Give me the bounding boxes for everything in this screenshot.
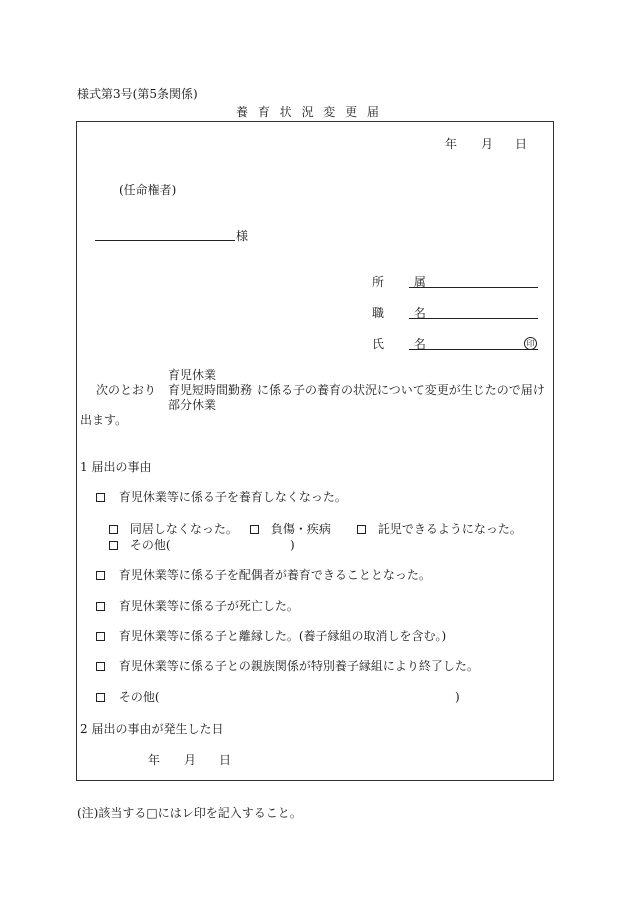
appointer-label: (任命権者) [119,183,177,197]
form-title: 養 育 状 況 変 更 届 [236,105,382,119]
affiliation-label: 所 属 [372,275,439,289]
position-label: 職 名 [372,306,439,320]
reason1-checkbox[interactable] [96,493,105,502]
date-day: 日 [515,137,528,151]
footnote: (注)該当する□にはレ印を記入すること。 [77,806,302,820]
reason4-label: 育児休業等に係る子と離縁した。(養子縁組の取消しを含む。) [118,629,447,643]
position-field[interactable] [409,318,538,319]
injury-checkbox[interactable] [250,525,259,534]
intro-option-partial-leave: 部分休業 [168,398,217,412]
date-year: 年 [445,137,458,151]
reason6-close: ) [455,690,460,704]
injury-label: 負傷・疾病 [270,522,331,536]
intro-option-childcare-leave: 育児休業 [168,368,217,382]
intro-suffix: に係る子の養育の状況について変更が生じたので届け [257,383,545,397]
reason6-label: その他( [118,690,160,704]
section2-heading: 2 届出の事由が発生した日 [80,722,224,736]
reason2-checkbox[interactable] [96,571,105,580]
name-field[interactable] [409,349,538,350]
daycare-checkbox[interactable] [357,525,366,534]
addressee-suffix: 様 [236,229,249,243]
occurrence-year: 年 [148,753,161,767]
cohabit-checkbox[interactable] [109,525,118,534]
reason6-checkbox[interactable] [96,693,105,702]
intro-option-short-hours: 育児短時間勤務 [168,383,253,397]
sub-other-close: ) [290,538,295,552]
intro-continuation: 出ます。 [80,413,128,427]
reason5-label: 育児休業等に係る子との親族関係が特別養子縁組により終了した。 [118,659,479,673]
affiliation-field[interactable] [409,287,538,288]
sub-other-label: その他( [129,538,171,552]
form-frame [76,121,554,781]
seal-mark: 印 [524,337,537,350]
section1-heading: 1 届出の事由 [80,460,152,474]
reason5-checkbox[interactable] [96,662,105,671]
daycare-label: 託児できるようになった。 [377,522,522,536]
occurrence-day: 日 [219,753,232,767]
reason3-checkbox[interactable] [96,602,105,611]
addressee-field[interactable] [95,240,235,241]
reason2-label: 育児休業等に係る子を配偶者が養育できることとなった。 [118,568,431,582]
cohabit-label: 同居しなくなった。 [129,522,238,536]
form-number: 様式第3号(第5条関係) [77,87,198,101]
reason1-label: 育児休業等に係る子を養育しなくなった。 [118,490,347,504]
sub-other-checkbox[interactable] [109,541,118,550]
date-month: 月 [481,137,494,151]
occurrence-month: 月 [184,753,197,767]
reason4-checkbox[interactable] [96,632,105,641]
name-label: 氏 名 [372,337,439,351]
intro-prefix: 次のとおり [96,383,157,397]
reason3-label: 育児休業等に係る子が死亡した。 [118,599,299,613]
